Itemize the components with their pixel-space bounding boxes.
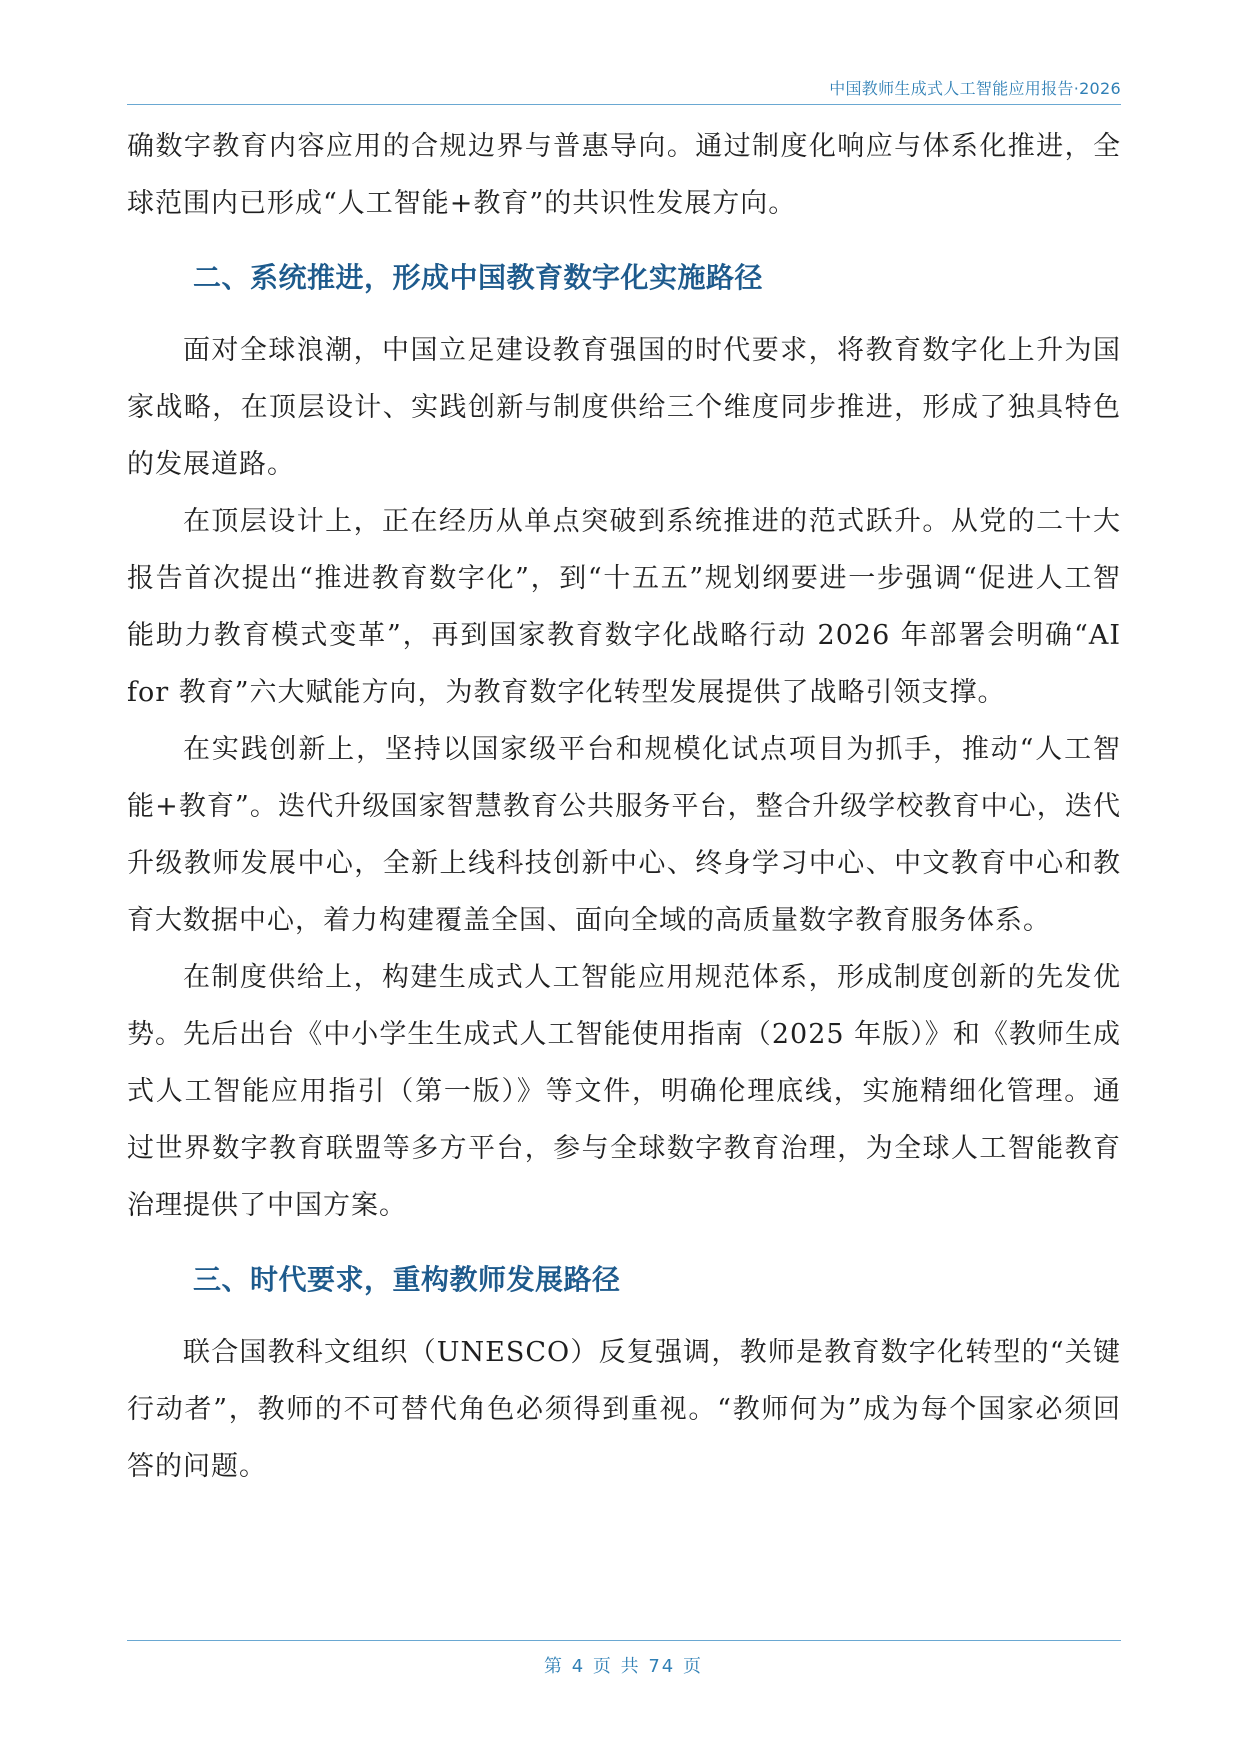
section-heading-2: 二、系统推进，形成中国教育数字化实施路径 — [193, 261, 764, 294]
header-rule — [127, 104, 1121, 105]
footer-rule — [127, 1640, 1121, 1641]
page-content — [127, 118, 1121, 1495]
paragraph-continued: 确数字教育内容应用的合规边界与普惠导向。通过制度化响应与体系化推进，全球范围内已形成“人工智能+教育”的共识性发展方向。 — [127, 131, 1121, 219]
paragraph: 在实践创新上，坚持以国家级平台和规模化试点项目为抓手，推动“人工智能+教育”。迭代升级国家智慧教育公共服务平台，整合升级学校教育中心，迭代升级教师发展中心，全新上线科技创新中心、终身学习中心、中文教育中心和教育大数据中心，着力构建覆盖全国、面向全域的高质量数字教育服务体系。 — [127, 734, 1121, 936]
paragraph: 在制度供给上，构建生成式人工智能应用规范体系，形成制度创新的先发优势。先后出台《中小学生生成式人工智能使用指南（2025 年版）》和《教师生成式人工智能应用指引（第一版）》等文件，明确伦理底线，实施精细化管理。通过世界数字教育联盟等多方平台，参与全球数字教育治理，为全球人工智能教育治理提供了中国方案。 — [127, 962, 1121, 1221]
page-number: 第 4 页 共 74 页 — [544, 1656, 703, 1677]
paragraph: 面对全球浪潮，中国立足建设教育强国的时代要求，将教育数字化上升为国家战略，在顶层设计、实践创新与制度供给三个维度同步推进，形成了独具特色的发展道路。 — [127, 335, 1121, 480]
paragraph: 在顶层设计上，正在经历从单点突破到系统推进的范式跃升。从党的二十大报告首次提出“推进教育数字化”，到“十五五”规划纲要进一步强调“促进人工智能助力教育模式变革”，再到国家教育数字化战略行动 2026 年部署会明确“AI for 教育”六大赋能方向，为教育数字化转型发展提供了战略引领支撑。 — [127, 506, 1121, 708]
section-heading-3: 三、时代要求，重构教师发展路径 — [193, 1263, 621, 1296]
paragraph: 联合国教科文组织（UNESCO）反复强调，教师是教育数字化转型的“关键行动者”，教师的不可替代角色必须得到重视。“教师何为”成为每个国家必须回答的问题。 — [127, 1337, 1121, 1482]
running-header: 中国教师生成式人工智能应用报告·2026 — [829, 79, 1121, 98]
